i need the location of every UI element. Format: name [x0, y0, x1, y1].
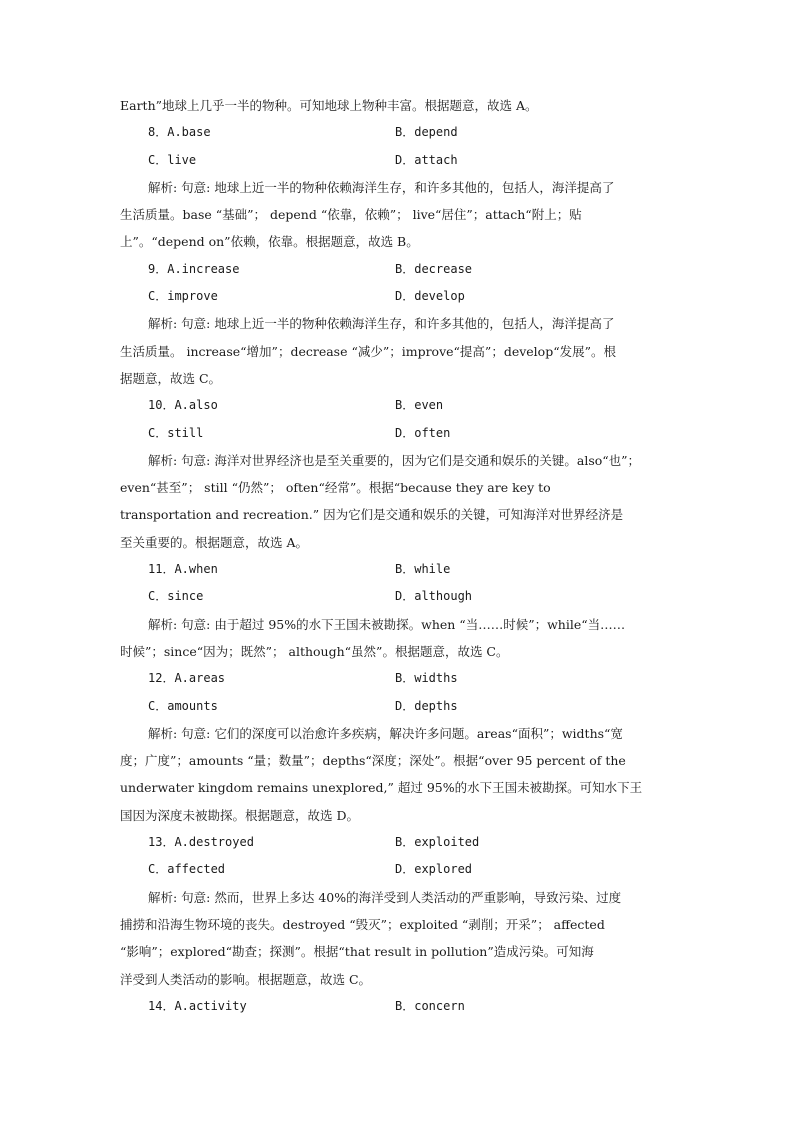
answer-options-row	[120, 665, 676, 692]
answer-options-row	[120, 856, 676, 883]
option-right: B．concern	[395, 998, 465, 1013]
option-left: 8．A.base	[148, 125, 211, 140]
text-line: 国因为深度未被勘探。根据题意，故选 D。	[120, 807, 359, 823]
option-left: 12．A.areas	[148, 671, 226, 686]
text-line: 上”。“depend on”依赖，依靠。根据题意，故选 B。	[120, 234, 419, 250]
text-line: 生活质量。base “基础”； depend “依靠，依赖”； live“居住”；attach“附上；贴	[120, 207, 582, 223]
answer-options-row	[120, 829, 676, 856]
option-right: D．often	[395, 425, 451, 440]
answer-options-row	[120, 556, 676, 583]
option-right: D．explored	[395, 862, 473, 877]
text-line: 捕捞和沿海生物环境的丧失。destroyed “毁灭”；exploited “剥削；开采”； affected	[120, 916, 605, 932]
option-left: C．since	[148, 589, 204, 604]
option-right: B．while	[395, 562, 451, 577]
answer-options-row	[120, 256, 676, 283]
option-right: B．even	[395, 398, 444, 413]
answer-options-row	[120, 993, 676, 1020]
text-line: 据题意，故选 C。	[120, 370, 222, 386]
option-left: C．amounts	[148, 698, 218, 713]
option-right: D．develop	[395, 289, 465, 304]
option-right: D．although	[395, 589, 473, 604]
option-right: B．widths	[395, 671, 458, 686]
explanation-first-line: 解析: 句意: 它们的深度可以治愈许多疾病，解决许多问题。areas“面积”；widths“宽	[148, 725, 623, 741]
option-left: 11．A.when	[148, 562, 218, 577]
answer-options-row	[120, 693, 676, 720]
option-right: B．decrease	[395, 261, 473, 276]
text-line: 至关重要的。根据题意，故选 A。	[120, 534, 309, 550]
text-line: 洋受到人类活动的影响。根据题意，故选 C。	[120, 971, 372, 987]
option-left: 14．A.activity	[148, 998, 247, 1013]
option-right: B．depend	[395, 125, 458, 140]
text-line: 度；广度”；amounts “量；数量”；depths“深度；深处”。根据“over 95 percent of the	[120, 753, 626, 769]
explanation-first-line: 解析: 句意: 由于超过 95%的水下王国未被勘探。when “当……时候”；while“当……	[148, 616, 626, 632]
answer-options-row	[120, 147, 676, 174]
text-line: 时候”；since“因为；既然”； although“虽然”。根据题意，故选 C。	[120, 643, 509, 659]
option-left: 10．A.also	[148, 398, 218, 413]
document-page	[120, 92, 676, 1020]
explanation-first-line: 解析: 句意: 海洋对世界经济也是至关重要的，因为它们是交通和娱乐的关键。also“也”；	[148, 452, 641, 468]
answer-options-row	[120, 420, 676, 447]
option-left: C．affected	[148, 862, 226, 877]
text-line: transportation and recreation.” 因为它们是交通和娱乐的关键，可知海洋对世界经济是	[120, 507, 624, 523]
answer-options-row	[120, 119, 676, 146]
explanation-first-line: 解析: 句意: 然而，世界上多达 40%的海洋受到人类活动的严重影响，导致污染、过度	[148, 889, 622, 905]
option-right: B．exploited	[395, 835, 480, 850]
option-left: 13．A.destroyed	[148, 835, 254, 850]
answer-options-row	[120, 283, 676, 310]
text-line: underwater kingdom remains unexplored,” 超过 95%的水下王国未被勘探。可知水下王	[120, 780, 643, 796]
text-line: Earth”地球上几乎一半的物种。可知地球上物种丰富。根据题意，故选 A。	[120, 98, 538, 113]
text-line: “影响”；explored“勘查；探测”。根据“that result in pollution”造成污染。可知海	[120, 944, 594, 960]
option-left: 9．A.increase	[148, 261, 240, 276]
option-left: C．still	[148, 425, 204, 440]
option-right: D．depths	[395, 698, 458, 713]
answer-options-row	[120, 583, 676, 610]
text-line: 生活质量。 increase“增加”；decrease “减少”；improve“提高”；develop“发展”。根	[120, 343, 616, 359]
text-line: even“甚至”； still “仍然”； often“经常”。根据“because they are key to	[120, 480, 551, 496]
option-left: C．live	[148, 152, 197, 167]
explanation-first-line: 解析: 句意: 地球上近一半的物种依赖海洋生存，和许多其他的，包括人，海洋提高了	[148, 179, 615, 195]
option-left: C．improve	[148, 289, 218, 304]
option-right: D．attach	[395, 152, 458, 167]
explanation-first-line: 解析: 句意: 地球上近一半的物种依赖海洋生存，和许多其他的，包括人，海洋提高了	[148, 316, 615, 332]
answer-options-row	[120, 392, 676, 419]
